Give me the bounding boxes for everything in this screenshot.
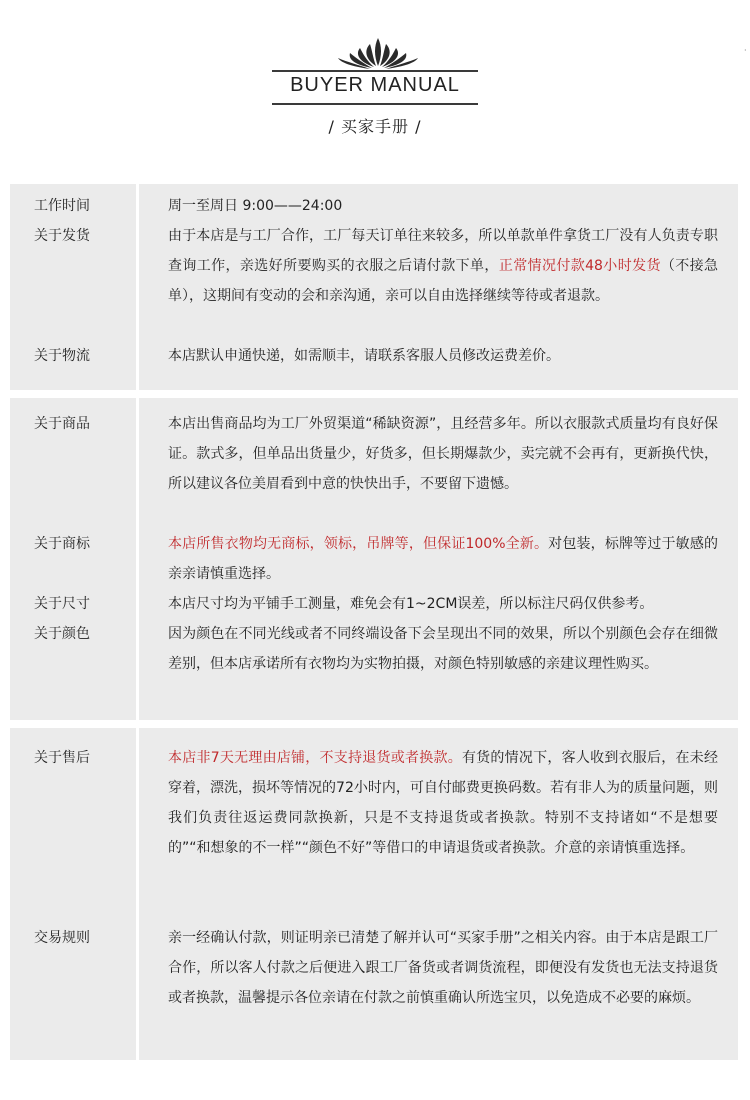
corner-mark: ·: [744, 46, 747, 55]
row-label: 交易规则: [34, 930, 90, 946]
header-rule-top: [272, 70, 478, 72]
row-text: 周一至周日 9:00——24:00: [168, 198, 343, 214]
highlight-text: 正常情况付款48小时发货: [498, 258, 661, 274]
page-title-english: BUYER MANUAL: [290, 74, 460, 96]
header-rule-bottom: [272, 103, 478, 105]
section-shipping: [10, 184, 738, 390]
row-text: 本店非7天无理由店铺，不支持退货或者换款。有货的情况下，客人收到衣服后，在未经穿着，漂洗，损坏等情况的72小时内，可自付邮费更换码数。若有非人为的质量问题，则我们负责往返运费同款换新，只是不支持退货或者换款。特别不支持诸如“不是想要的”“和想象的不一样”“颜色不好”等借口的申请退货或者换款。介意的亲请慎重选择。: [168, 750, 719, 856]
row-label: 关于发货: [34, 228, 90, 244]
row-text: 本店所售衣物均无商标，领标，吊牌等，但保证100%全新。对包装，标牌等过于敏感的亲亲请慎重选择。: [168, 536, 718, 582]
row-text: 本店出售商品均为工厂外贸渠道“稀缺资源”，且经营多年。所以衣服款式质量均有良好保证。款式多，但单品出货量少，好货多，但长期爆款少，卖完就不会再有，更新换代快，所以建议各位美眉看到中意的快快出手，不要留下遗憾。: [168, 416, 718, 492]
section-after-sales: [10, 728, 738, 1060]
row-label: 关于尺寸: [34, 596, 90, 612]
page-title-chinese: / 买家手册 /: [328, 117, 422, 136]
row-label: 工作时间: [34, 198, 90, 214]
row-label: 关于颜色: [34, 626, 90, 642]
row-text: 因为颜色在不同光线或者不同终端设备下会呈现出不同的效果，所以个别颜色会存在细微差别，但本店承诺所有衣物均为实物拍摄，对颜色特别敏感的亲建议理性购买。: [168, 626, 718, 672]
row-label: 关于商品: [34, 416, 90, 432]
row-text: 由于本店是与工厂合作，工厂每天订单往来较多，所以单款单件拿货工厂没有人负责专职查询工作，亲选好所要购买的衣服之后请付款下单，正常情况付款48小时发货（不接急单），这期间有变动的会和亲沟通，亲可以自由选择继续等待或者退款。: [168, 228, 718, 304]
highlight-text: 本店所售衣物均无商标，领标，吊牌等，但保证100%全新。: [168, 536, 549, 552]
row-text: 本店默认申通快递，如需顺丰，请联系客服人员修改运费差价。: [168, 348, 560, 364]
section-divider: [136, 398, 139, 720]
row-label: 关于售后: [34, 750, 90, 766]
lotus-ornament-icon: [330, 36, 426, 70]
row-text: 本店尺寸均为平铺手工测量，难免会有1~2CM误差，所以标注尺码仅供参考。: [168, 596, 654, 612]
row-text: 亲一经确认付款，则证明亲已清楚了解并认可“买家手册”之相关内容。由于本店是跟工厂合作，所以客人付款之后便进入跟工厂备货或者调货流程，即便没有发货也无法支持退货或者换款，温馨提示各位亲请在付款之前慎重确认所选宝贝，以免造成不必要的麻烦。: [168, 930, 718, 1006]
highlight-text: 本店非7天无理由店铺，不支持退货或者换款。: [168, 750, 462, 766]
section-divider: [136, 728, 139, 1060]
row-label: 关于物流: [34, 348, 90, 364]
page-header: [0, 0, 750, 150]
section-products: [10, 398, 738, 720]
row-label: 关于商标: [34, 536, 90, 552]
section-divider: [136, 184, 139, 390]
